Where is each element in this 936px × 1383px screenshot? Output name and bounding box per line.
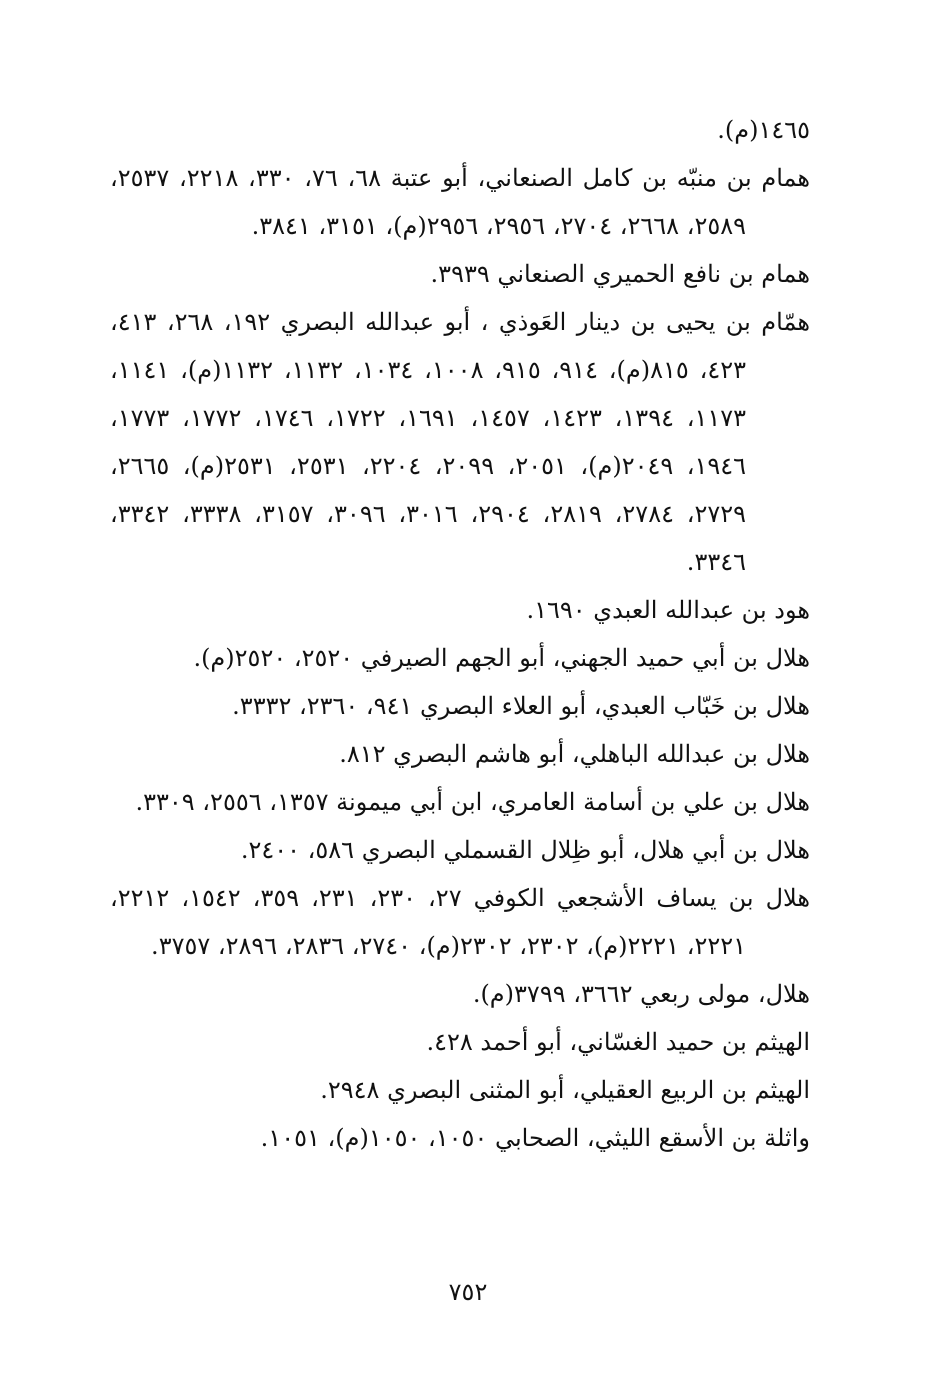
index-entry: هلال بن علي بن أسامة العامري، ابن أبي ميمونة ١٣٥٧، ٢٥٥٦، ٣٣٠٩. bbox=[135, 788, 810, 816]
index-entry: الهيثم بن الربيع العقيلي، أبو المثنى البصري ٢٩٤٨. bbox=[320, 1076, 810, 1104]
index-entry: هلال بن خَبّاب العبدي، أبو العلاء البصري ٩٤١، ٢٣٦٠، ٣٣٣٢. bbox=[232, 692, 810, 720]
page-number: ٧٥٢ bbox=[448, 1278, 488, 1306]
index-entry: هلال بن أبي هلال، أبو ظِلال القسملي البصري ٥٨٦، ٢٤٠٠. bbox=[240, 836, 810, 864]
index-entry: هلال بن أبي حميد الجهني، أبو الجهم الصيرفي ٢٥٢٠، ٢٥٢٠(م). bbox=[193, 644, 810, 672]
index-entry: هود بن عبدالله العبدي ١٦٩٠. bbox=[526, 596, 810, 624]
index-entry: الهيثم بن حميد الغسّاني، أبو أحمد ٤٢٨. bbox=[426, 1028, 810, 1056]
index-entry: ١٤٦٥(م). bbox=[717, 116, 810, 144]
index-entry: همّام بن يحيى بن دينار العَوذي ، أبو عبدالله البصري ١٩٢، ٢٦٨، ٤١٣، ٤٢٣، ٨١٥(م)، ٩١٤، ٩١٥، ١٠٠٨، ١٠٣٤، ١١٣٢، ١١٣٢(م)، ١١٤١، ١١٧٣، ١٣٩٤، ١٤٢٣، ١٤٥٧، ١٦٩١، ١٧٢٢، ١٧٤٦، ١٧٧٢، ١٧٧٣، ١٩٤٦، ٢٠٤٩(م)، ٢٠٥١، ٢٠٩٩، ٢٢٠٤، ٢٥٣١، ٢٥٣١(م)، ٢٦٦٥، ٢٧٢٩، ٢٧٨٤، ٢٨١٩، ٢٩٠٤، ٣٠١٦، ٣٠٩٦، ٣١٥٧، ٣٣٣٨، ٣٣٤٢، ٣٣٤٦. bbox=[110, 308, 810, 576]
index-entry: همام بن منبّه بن كامل الصنعاني، أبو عتبة ٦٨، ٧٦، ٣٣٠، ٢٢١٨، ٢٥٣٧، ٢٥٨٩، ٢٦٦٨، ٢٧٠٤، ٢٩٥٦، ٢٩٥٦(م)، ٣١٥١، ٣٨٤١. bbox=[110, 164, 811, 240]
index-entry: واثلة بن الأسقع الليثي، الصحابي ١٠٥٠، ١٠٥٠(م)، ١٠٥١. bbox=[260, 1124, 810, 1152]
index-entry: هلال بن عبدالله الباهلي، أبو هاشم البصري ٨١٢. bbox=[339, 740, 810, 768]
index-entries bbox=[110, 106, 810, 1162]
index-entry: همام بن نافع الحميري الصنعاني ٣٩٣٩. bbox=[430, 260, 810, 288]
index-entry: هلال، مولى ربعي ٣٦٦٢، ٣٧٩٩(م). bbox=[472, 980, 810, 1008]
index-entry: هلال بن يساف الأشجعي الكوفي ٢٧، ٢٣٠، ٢٣١، ٣٥٩، ١٥٤٢، ٢٢١٢، ٢٢٢١، ٢٢٢١(م)، ٢٣٠٢، ٢٣٠٢(م)، ٢٧٤٠، ٢٨٣٦، ٢٨٩٦، ٣٧٥٧. bbox=[110, 884, 811, 960]
